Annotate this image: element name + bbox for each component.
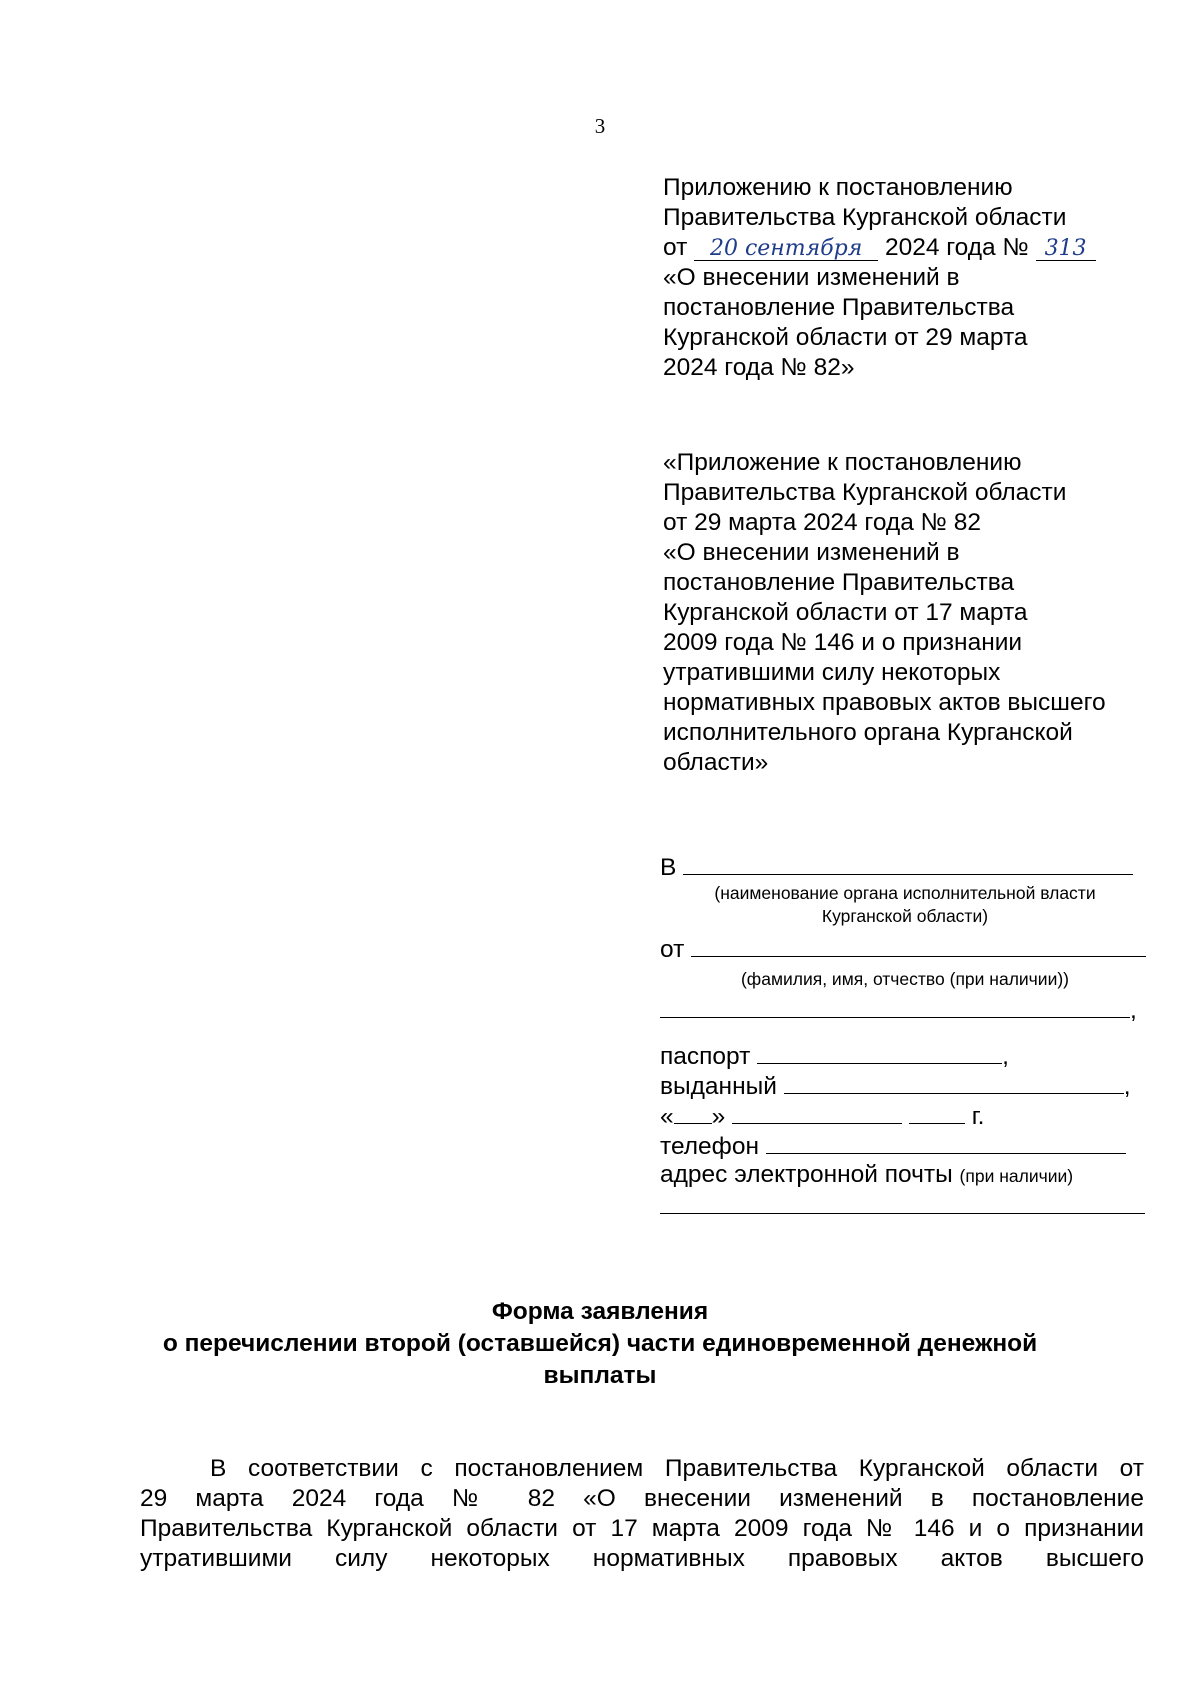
passport-field[interactable] [757, 1041, 1002, 1064]
issue-month-field[interactable] [732, 1101, 902, 1124]
appendix-line: области» [663, 749, 769, 776]
handwritten-number: 313 [1036, 238, 1096, 261]
issued-label: выданный [660, 1073, 777, 1100]
appendix-current-header [663, 173, 1143, 383]
from-label: от [660, 936, 685, 963]
body-line: Правительства Курганской области от 17 марта 2009 года № 146 и о признании [140, 1515, 1144, 1542]
email-label: адрес электронной почты [660, 1161, 953, 1188]
appendix-line: постановление Правительства [663, 569, 1015, 596]
from-continuation-row [660, 995, 1150, 1025]
issue-day-field[interactable] [674, 1101, 712, 1124]
passport-row [660, 1041, 1150, 1071]
appendix-line: 2024 года № 82» [663, 354, 855, 381]
body-paragraph [140, 1454, 1144, 1574]
appendix-line: 2009 года № 146 и о признании [663, 629, 1023, 656]
issue-date-row [660, 1101, 1150, 1131]
passport-label: паспорт [660, 1043, 751, 1070]
phone-field[interactable] [766, 1131, 1126, 1154]
email-row [660, 1161, 1150, 1191]
form-header [660, 852, 1150, 1221]
appendix-line: «Приложение к постановлению [663, 449, 1022, 476]
from-row [660, 934, 1150, 964]
form-title-line: выплаты [543, 1362, 657, 1389]
body-line: В соответствии с постановлением Правительства Курганской области от [210, 1455, 1144, 1482]
quote-open: « [660, 1103, 674, 1130]
from-caption: (фамилия, имя, отчество (при наличии)) [740, 969, 1069, 989]
appendix-line: «О внесении изменений в [663, 264, 960, 291]
body-line: 29 марта 2024 года № 82 «О внесении изменений в постановление [140, 1485, 1144, 1512]
email-field[interactable] [660, 1191, 1145, 1214]
phone-row [660, 1131, 1150, 1161]
year-suffix: г. [971, 1103, 985, 1130]
from-field[interactable] [691, 934, 1146, 957]
form-title [0, 1296, 1200, 1392]
appendix-date-line [663, 233, 1143, 263]
comma: , [1002, 1043, 1009, 1070]
to-field[interactable] [683, 852, 1133, 875]
to-caption: (наименование органа исполнительной власти [714, 883, 1096, 903]
page-number: 3 [594, 114, 606, 138]
email-note: (при наличии) [959, 1166, 1074, 1186]
appendix-original-header [663, 448, 1143, 778]
email-field-row [660, 1191, 1150, 1221]
to-label: В [660, 854, 677, 881]
appendix-line: постановление Правительства [663, 294, 1015, 321]
date-prefix: от [663, 234, 688, 261]
body-line: утратившими силу некоторых нормативных правовых актов высшего [140, 1545, 1144, 1572]
handwritten-date: 20 сентября [694, 238, 878, 261]
phone-label: телефон [660, 1133, 759, 1160]
appendix-line: «О внесении изменений в [663, 539, 960, 566]
to-row [660, 852, 1150, 880]
appendix-line: исполнительного органа Курганской [663, 719, 1073, 746]
form-title-line: о перечислении второй (оставшейся) части единовременной денежной [162, 1330, 1038, 1357]
appendix-line: утратившими силу некоторых [663, 659, 1001, 686]
issue-year-field[interactable] [909, 1101, 965, 1124]
appendix-line: Курганской области от 29 марта [663, 324, 1028, 351]
appendix-line: нормативных правовых актов высшего [663, 689, 1106, 716]
form-title-line: Форма заявления [491, 1298, 709, 1325]
comma: , [1130, 997, 1137, 1024]
appendix-line: Правительства Курганской области [663, 479, 1067, 506]
appendix-line: Приложению к постановлению [663, 174, 1013, 201]
from-continuation-field[interactable] [660, 995, 1130, 1018]
appendix-line: от 29 марта 2024 года № 82 [663, 509, 981, 536]
date-suffix: 2024 года № [884, 234, 1029, 261]
comma: , [1123, 1073, 1131, 1100]
issued-field[interactable] [784, 1071, 1124, 1094]
issued-row [660, 1071, 1150, 1101]
quote-close: » [711, 1103, 726, 1130]
appendix-line: Правительства Курганской области [663, 204, 1067, 231]
to-caption: Курганской области) [821, 906, 989, 926]
appendix-line: Курганской области от 17 марта [663, 599, 1028, 626]
